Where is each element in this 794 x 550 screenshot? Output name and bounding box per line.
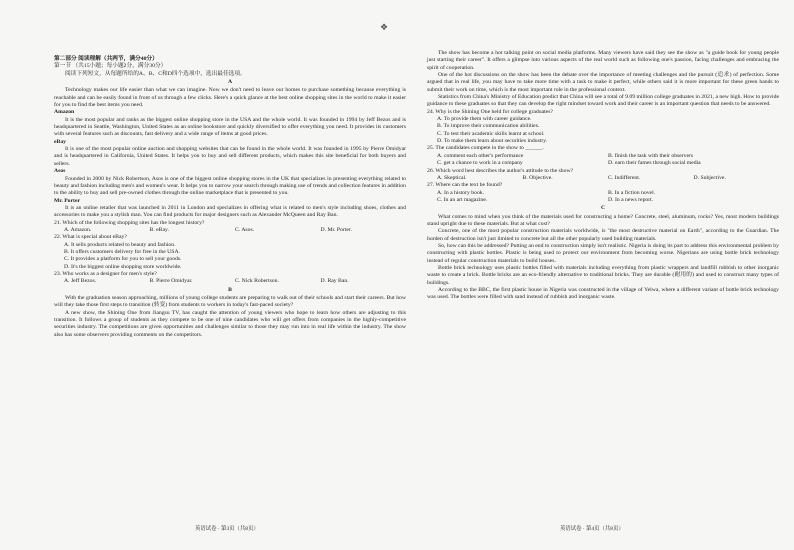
option: C. Nick Robertson. — [235, 278, 279, 285]
option: C. In an art magazine. — [437, 196, 488, 203]
option: B. Pierre Omidyar. — [149, 278, 193, 285]
passage-b-p2: A new show, the Shining One from Jiangsu TV, has caught the attention of young viewers who hope to learn how others are adjusting to this transition. It follows a group of students as they compete to be one of nine candidates who will get offers from companies in the highly-competitive securities industry. The competitions are given opportunities and challenges similar to those they may run into in real life within the industry. The show also has some observers providing comments on the competitors. — [54, 309, 406, 338]
option: B. finish the task with their observers — [608, 152, 694, 159]
option: B. Objective. — [522, 174, 553, 181]
option: D. It's the biggest online shopping store worldwide. — [64, 263, 182, 270]
passage-b-p4: One of the hot discussions on the show has been the debate over the importance of meeting challenges and the pursuit (追求) of perfection. Some argued that in real life, you may have to take more time with a task to make it perfect, while others said it is more important for these green hands to submit their work on time, which is the most important rule in the professional context. — [427, 72, 779, 93]
option: A. To provide them with career guidance. — [437, 116, 532, 123]
passage-b-p1: With the graduation season approaching, millions of young college students are preparing to walk out of their schools and start their careers. But how will they take those first steps to transition (转变) from students to workers in today's fast-paced society? — [54, 295, 406, 309]
question-25-options — [437, 153, 779, 168]
option: A. Jeff Bezos. — [64, 278, 97, 285]
option: D. Subjective. — [693, 174, 726, 181]
scan-mark: ❖ — [380, 22, 389, 32]
passage-b-label: B — [228, 286, 232, 293]
option: D. Mr. Porter. — [320, 226, 352, 233]
question-26: 26. Which word best describes the author's attitude to the show? — [427, 167, 574, 174]
right-column — [427, 50, 779, 302]
instruction-text: 阅读下列短文，从每题所给的A、B、C和D四个选项中，选出最佳选项。 — [65, 70, 246, 77]
page-footer-right: 英语试卷 · 第4页（共8页） — [560, 526, 624, 532]
option: B. It offers customers delivery for free in the USA. — [64, 248, 180, 255]
option: D. earn their fames through social media — [608, 160, 701, 167]
passage-c-label: C — [600, 205, 606, 212]
question-27-options — [437, 190, 779, 205]
site-name-mr-porter: Mr. Porter — [54, 197, 80, 204]
passage-a-label: A — [227, 79, 233, 86]
site-text-amazon: It is the most popular and ranks as the biggest online shopping store in the USA and the whole world. It was founded in 1994 by Jeff Bezos and is headquartered in Seattle, Washington, United States as an online bookstore and quickly diversified to offer everything you need. It provides its customers with several features such as discounts, fast delivery and a wide range of items at good prices. — [54, 116, 406, 138]
option: C. To test their academic skills learnt at school. — [437, 130, 545, 137]
question-21-options — [64, 227, 406, 234]
passage-c-p4: Bottle brick technology uses plastic bottles filled with materials including everything from plastic wrappers and landfill rubbish to other inorganic waste to create a brick. Bottle bricks are an eco-friendly alternative to traditional bricks. They are durable (耐用的) and used to construct many types of buildings. — [427, 264, 779, 286]
option: D. To make them learn about securities industry. — [437, 138, 548, 145]
option: A. It sells products related to beauty and fashion. — [64, 241, 176, 248]
question-24: 24. Why is the Shining One held for college graduates? — [427, 108, 553, 115]
site-name-ebay: eBay — [54, 138, 67, 145]
site-name-asos: Asos — [54, 168, 66, 175]
question-24-options — [437, 116, 779, 145]
passage-c-p2: Concrete, one of the most popular construction materials worldwide, is "the most destructive material on Earth", according to the Guardian. The burden of destruction isn't just limited to concrete but all the other popularly used building materials. — [427, 228, 779, 242]
question-22: 22. What is special about eBay? — [54, 234, 127, 241]
option: D. Ray Ban. — [320, 278, 349, 285]
option: C. Asos. — [235, 226, 255, 233]
left-column — [54, 56, 406, 338]
option: A. In a history book. — [437, 189, 485, 196]
option: C. Indifferent. — [608, 174, 641, 181]
section-heading: 第一节 （共15小题；每小题2分，满分30分） — [54, 63, 167, 70]
passage-c-p5: According to the BBC, the first plastic house in Nigeria was constructed in the village of Yelwa, where a different variant of bottle brick technology was used. The bottles were filled with sand instead of rubbish and inorganic waste. — [427, 287, 779, 301]
option: B. To improve their communication abilities. — [437, 123, 540, 130]
site-text-ebay: It is one of the most popular online auction and shopping websites that can be found in the whole world. It was founded in 1995 by Pierre Omidyar and is headquartered in California, United States. It helps you to buy and sell different products, which makes this site beneficial for both buyers and sellers. — [54, 146, 406, 167]
question-27: 27. Where can the text be found? — [427, 182, 503, 189]
option: B. eBay. — [149, 226, 169, 233]
option: B. In a fiction novel. — [608, 189, 656, 196]
option: A. Skeptical. — [437, 174, 467, 181]
site-name-amazon: Amazon — [54, 109, 75, 116]
option: C. get a chance to work in a company — [437, 160, 523, 167]
option: D. In a news report. — [608, 196, 654, 203]
question-22-options — [64, 242, 406, 271]
passage-b-p5: Statistics from China's Ministry of Education predict that China will see a total of 9.09 million college graduates in 2021, a new high. How to provide guidance to these graduates so that they can develop the right mindset toward work and their career is an important question that needs to be answered. — [427, 94, 779, 108]
page-footer-left: 英语试卷 · 第3页（共8页） — [195, 526, 259, 532]
part-heading: 第二部分 阅读理解（共两节，满分40分） — [54, 56, 158, 62]
passage-c-p1: What comes to mind when you think of the materials used for constructing a home? Concrete, steel, aluminum, rocks? Yes, most modern buildings stand upright due to these materials. But at what cost? — [427, 213, 779, 227]
site-text-mr-porter: It is an online retailer that was launched in 2011 in London and specializes in offering what is related to men's style including shoes, clothes and accessories to make you a stylish man. You can find products for major designers such as Alexander McQueen and Ray Ban. — [54, 204, 406, 219]
passage-c-p3: So, how can this be addressed? Putting an end to construction simply isn't realistic. Nigeria is doing its part to address this environmental problem by constructing with plastic bottles. Plastic is being used to protect our environment from becoming worse. Nigerians are using bottle brick technology instead of regular construction materials to build houses. — [427, 242, 779, 264]
option: A. Amazon. — [64, 226, 92, 233]
question-21: 21. Which of the following shopping sites has the longest history? — [54, 219, 205, 226]
question-25: 25. The candidates compete in the show to ______. — [427, 145, 544, 152]
option: A. comment each other's performance — [437, 152, 524, 159]
passage-b-p3: The show has become a hot talking point on social media platforms. Many viewers have said they see the show as "a guide book for young people just starting their career". It offers a glimpse into various aspects of the real world such as following one's passion, facing challenges and embracing the spirit of cooperation. — [427, 50, 779, 71]
passage-a-intro: Technology makes our life easier than what we can imagine. Now we don't need to leave our homes to purchase something because everything is reachable and can be easily found in front of us through a few clicks. Here's a quick glance at the best online shopping sites in the world to make it easier for you to find the best items you need. — [54, 87, 406, 109]
question-23: 23. Who works as a designer for men's style? — [54, 270, 157, 277]
option: C. It provides a platform for you to sell your goods. — [64, 256, 182, 263]
site-text-asos: Founded in 2000 by Nick Robertson, Asos is one of the biggest online shopping stores in the UK that specializes in presenting everything related to beauty and fashion including men's and women's wear. It helps you to narrow your search through making use of trends and collection features in addition to the ability to buy and sell pre-owned clothes through the online marketplace that is presented to you. — [54, 175, 406, 197]
question-23-options — [64, 278, 406, 285]
